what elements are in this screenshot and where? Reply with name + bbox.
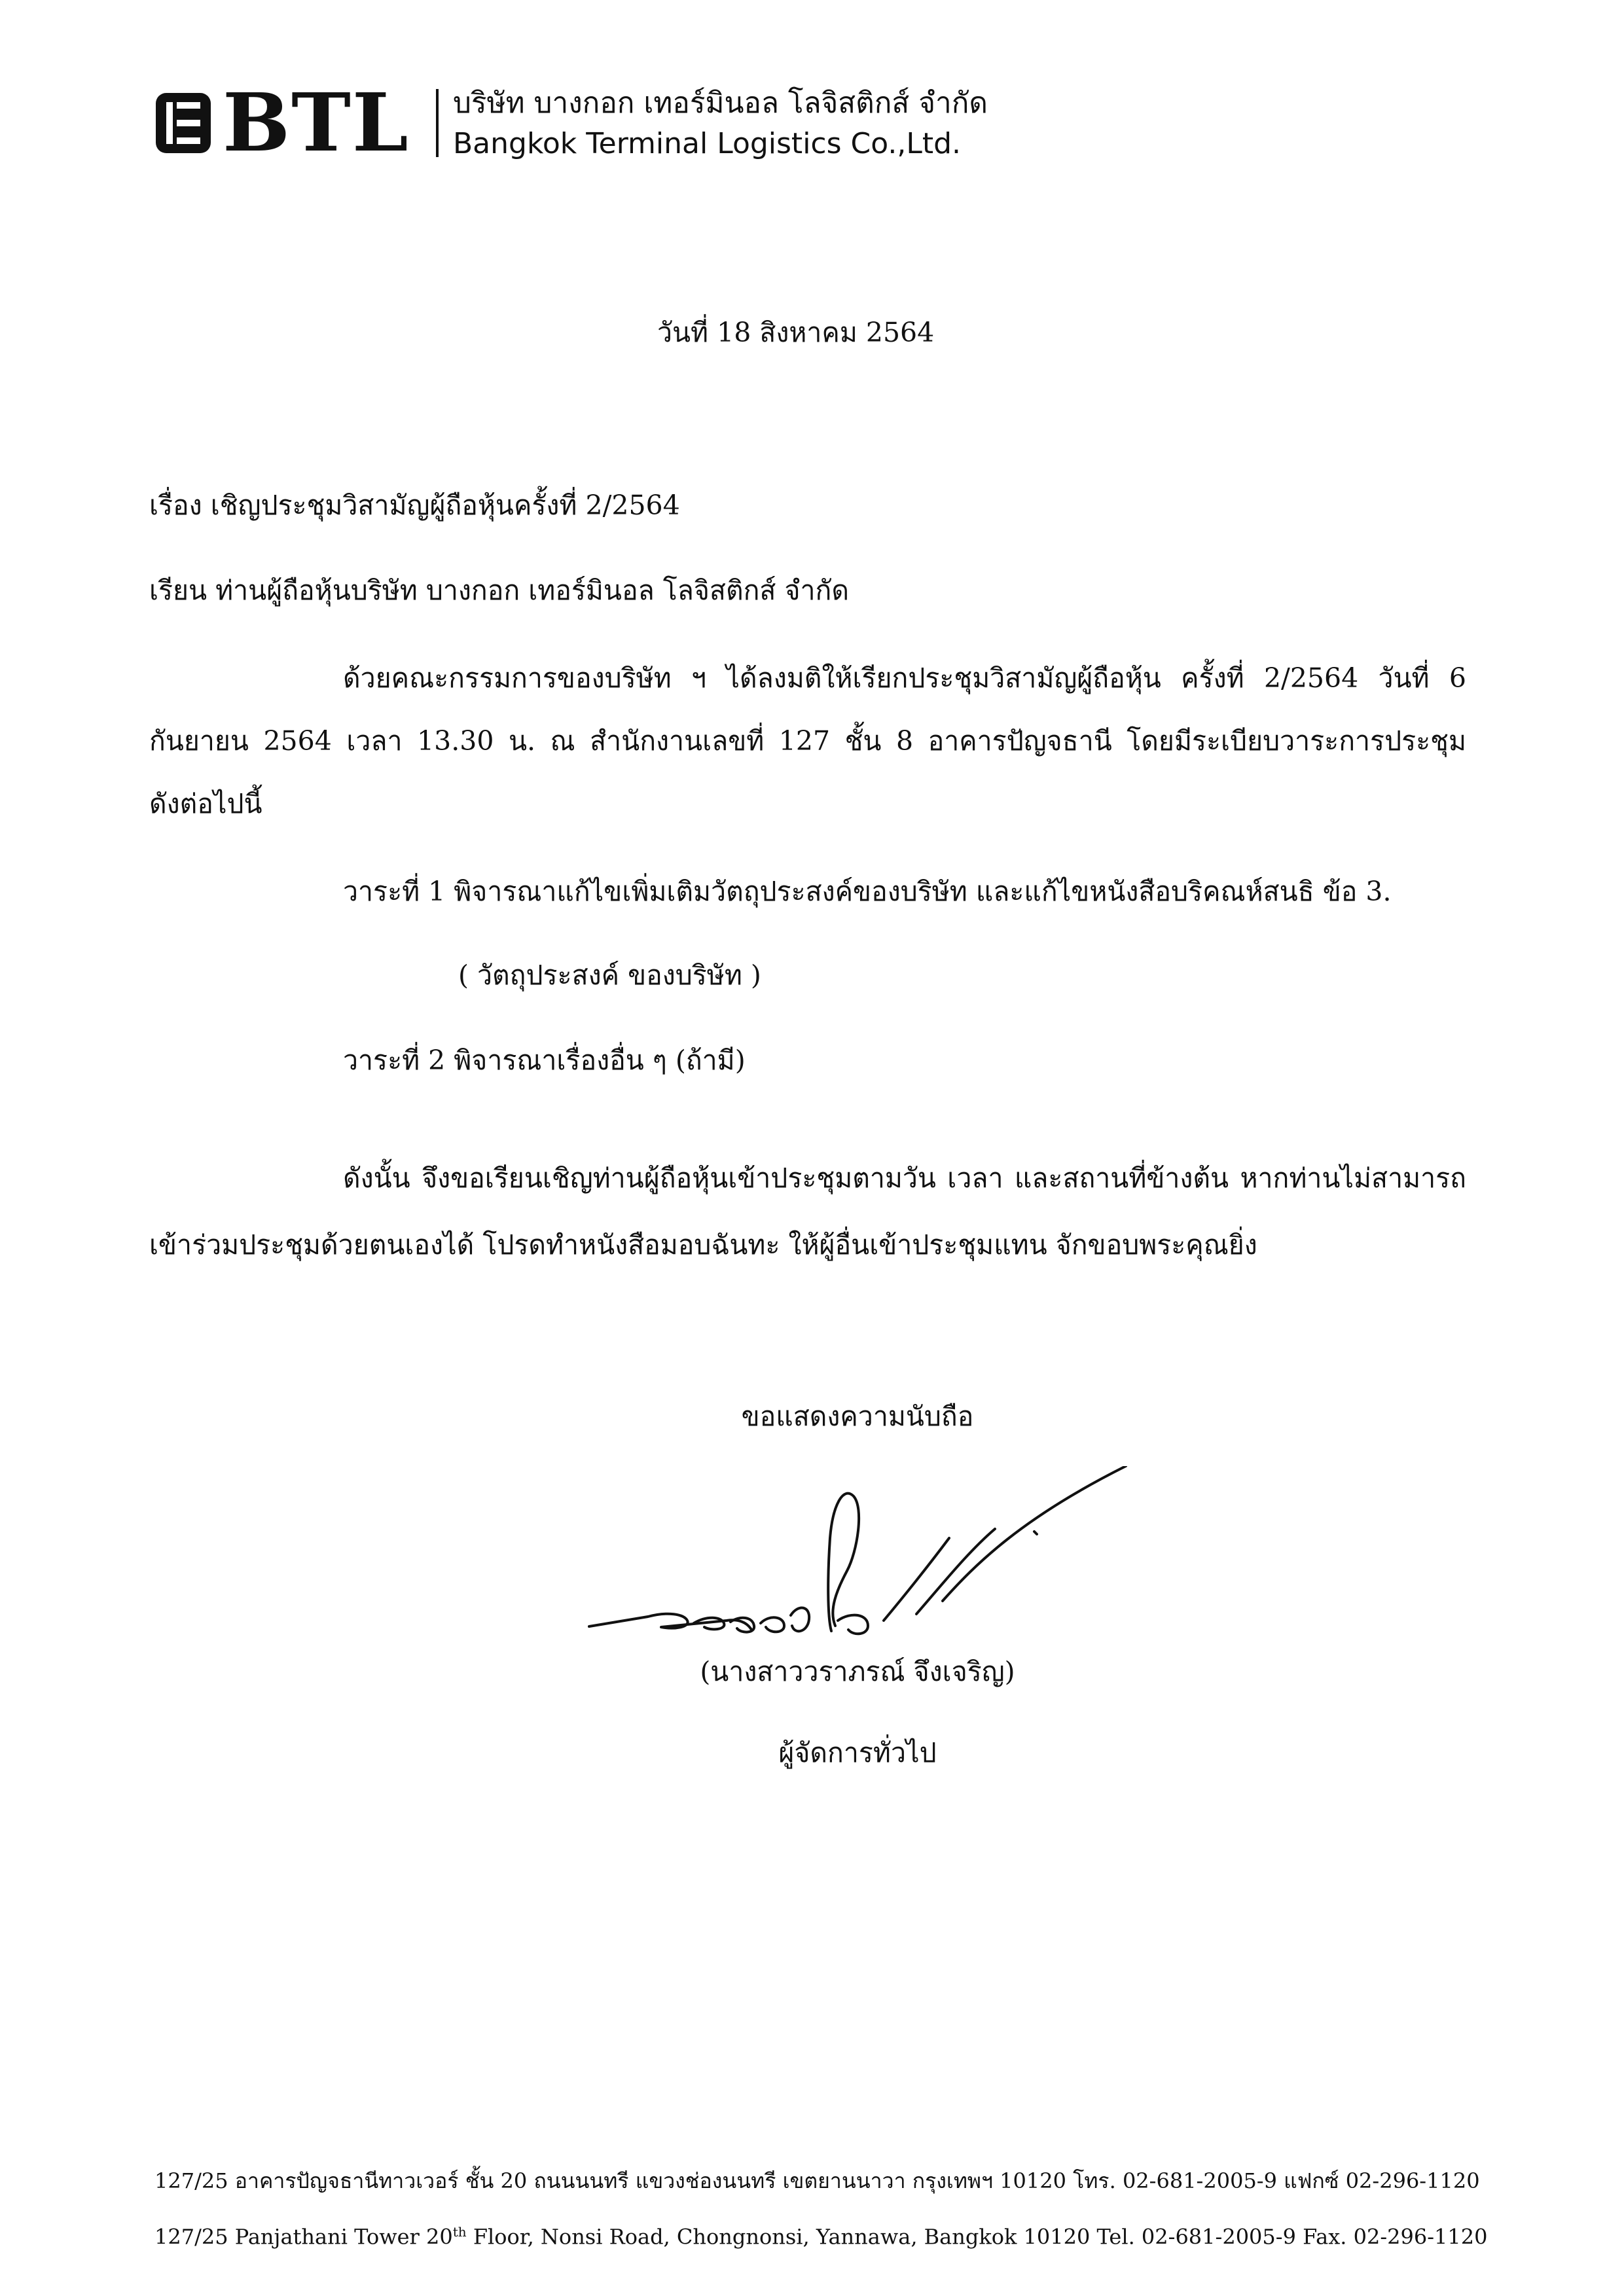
company-logo-text: BTL [223, 75, 410, 170]
letter-recipient: เรียน ท่านผู้ถือหุ้นบริษัท บางกอก เทอร์มินอล โลจิสติกส์ จำกัด [149, 575, 849, 606]
signatory-title: ผู้จัดการทั่วไป [778, 1737, 937, 1768]
logo-divider [436, 89, 439, 157]
logo-mark-icon [154, 92, 212, 154]
agenda-item-1-note: ( วัตถุประสงค์ ของบริษัท ) [458, 960, 761, 991]
closing-line-1: ดังนั้น จึงขอเรียนเชิญท่านผู้ถือหุ้นเข้าประชุมตามวัน เวลา และสถานที่ข้างต้น หากท่านไม่สามารถ [343, 1162, 1466, 1194]
sign-off: ขอแสดงความนับถือ [741, 1401, 974, 1432]
company-name-thai: บริษัท บางกอก เทอร์มินอล โลจิสติกส์ จำกัด [453, 86, 988, 120]
footer-address-eng-pre: 127/25 Panjathani Tower 20 [154, 2224, 453, 2250]
footer-address-thai: 127/25 อาคารปัญจธานีทาวเวอร์ ชั้น 20 ถนนนนทรี แขวงช่องนนทรี เขตยานนาวา กรุงเทพฯ 10120 โทร. 02-681-2005-9 แฟกซ์ 02-296-1120 [154, 2168, 1480, 2193]
footer-address-eng-post: Floor, Nonsi Road, Chongnonsi, Yannawa, Bangkok 10120 Tel. 02-681-2005-9 Fax. 02-296-1120 [466, 2224, 1488, 2250]
signatory-name: (นางสาววราภรณ์ จึงเจริญ) [700, 1656, 1015, 1687]
intro-line-1: ด้วยคณะกรรมการของบริษัท ฯ ได้ลงมติให้เรียกประชุมวิสามัญผู้ถือหุ้น ครั้งที่ 2/2564 วันที่ 6 [343, 662, 1466, 694]
letter-date: วันที่ 18 สิงหาคม 2564 [657, 317, 935, 348]
company-name-eng: Bangkok Terminal Logistics Co.,Ltd. [453, 127, 962, 160]
agenda-item-1: วาระที่ 1 พิจารณาแก้ไขเพิ่มเติมวัตถุประสงค์ของบริษัท และแก้ไขหนังสือบริคณห์สนธิ ข้อ 3. [343, 876, 1392, 907]
intro-line-2: กันยายน 2564 เวลา 13.30 น. ณ สำนักงานเลขที่ 127 ชั้น 8 อาคารปัญจธานี โดยมีระเบียบวาระการประชุม [149, 725, 1466, 757]
closing-line-2: เข้าร่วมประชุมด้วยตนเองได้ โปรดทำหนังสือมอบฉันทะ ให้ผู้อื่นเข้าประชุมแทน จักขอบพระคุณยิ่ง [149, 1229, 1257, 1261]
footer-address-eng [154, 2217, 1487, 2251]
footer-address-eng-sup: th [452, 2224, 467, 2240]
intro-line-3: ดังต่อไปนี้ [149, 788, 262, 819]
agenda-item-2: วาระที่ 2 พิจารณาเรื่องอื่น ๆ (ถ้ามี) [343, 1045, 746, 1076]
letter-subject: เรื่อง เชิญประชุมวิสามัญผู้ถือหุ้นครั้งที่ 2/2564 [149, 490, 680, 521]
